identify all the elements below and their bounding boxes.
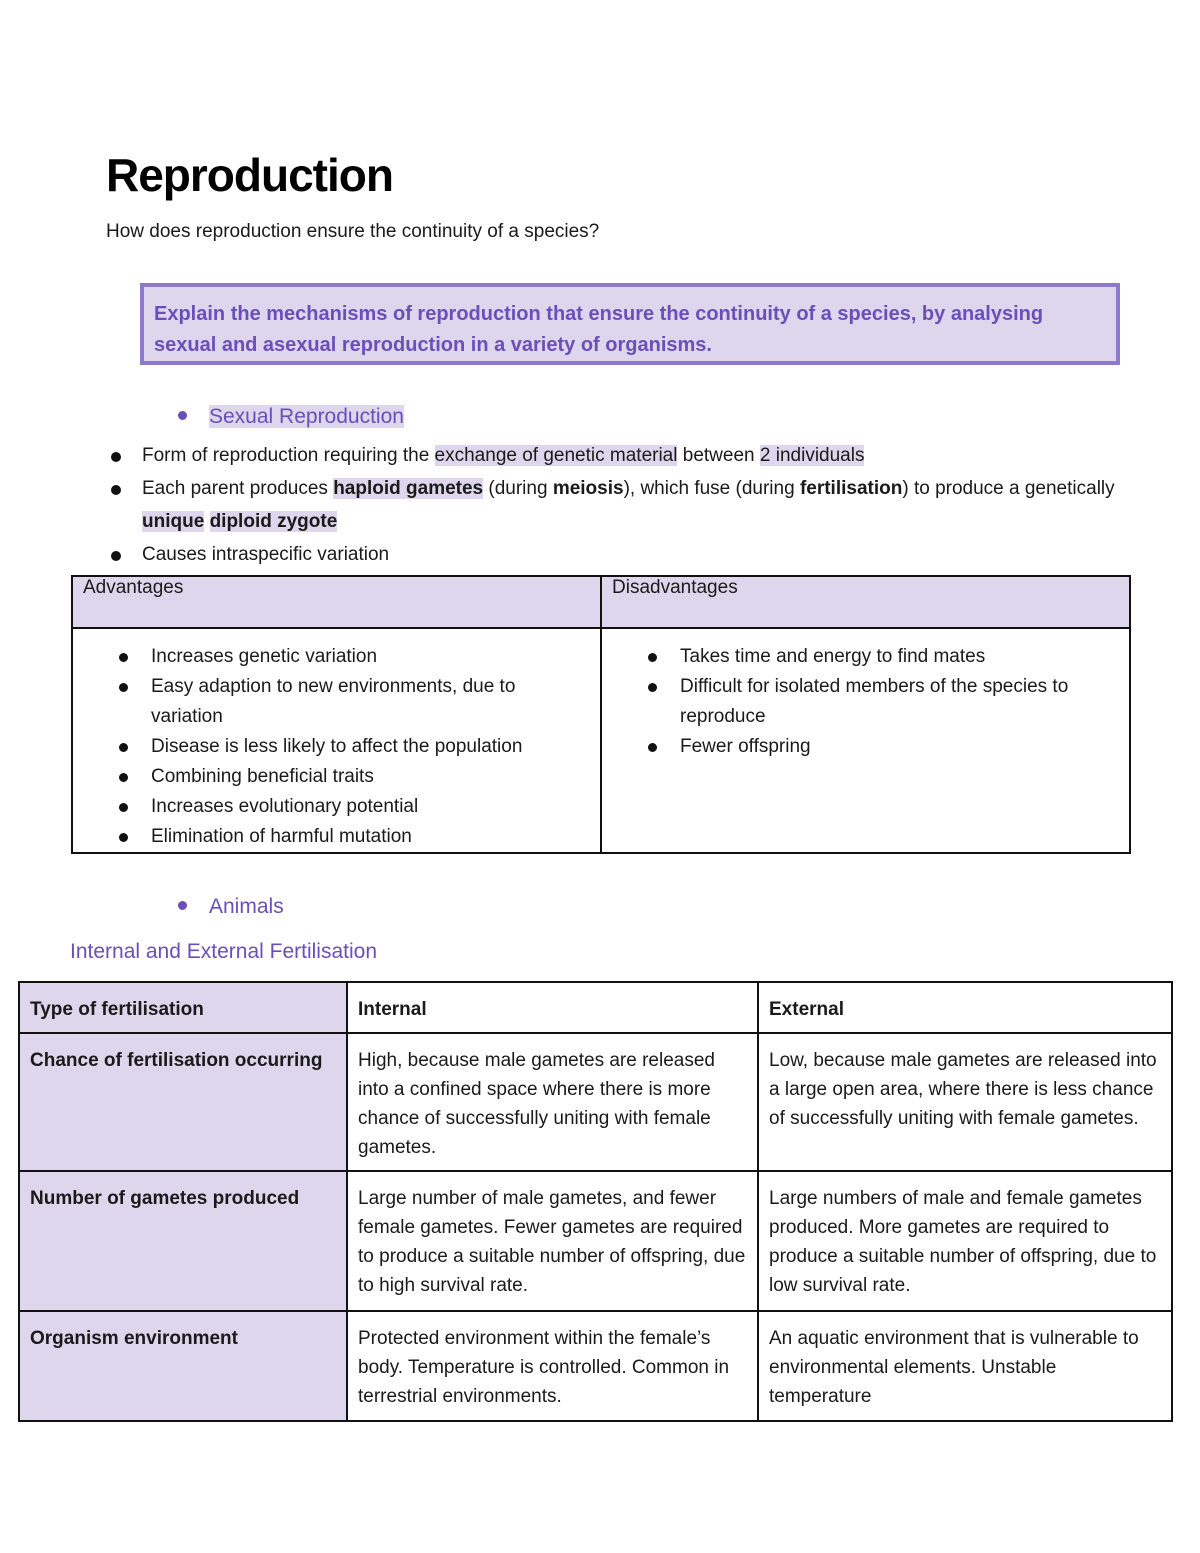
advantage-item: Combining beneficial traits — [113, 762, 590, 792]
page-title: Reproduction — [106, 149, 393, 201]
bullet-icon — [178, 411, 187, 420]
advantage-item: Easy adaption to new environments, due to variation — [113, 672, 590, 732]
column-header: Internal — [347, 982, 758, 1033]
advantages-cell — [72, 628, 601, 853]
advantage-item: Increases evolutionary potential — [113, 792, 590, 822]
column-header: Type of fertilisation — [19, 982, 347, 1033]
advantages-table — [71, 575, 1131, 854]
animals-heading — [178, 895, 284, 919]
sexual-reproduction-list — [106, 439, 1116, 571]
external-cell: Large numbers of male and female gametes produced. More gametes are required to produce a suitable number of offspring, due to low survival rate. — [758, 1171, 1172, 1311]
table-row — [19, 1171, 1172, 1311]
disadvantage-item: Fewer offspring — [642, 732, 1119, 762]
advantage-item: Increases genetic variation — [113, 642, 590, 672]
external-cell: An aquatic environment that is vulnerable to environmental elements. Unstable temperature — [758, 1311, 1172, 1421]
disadvantage-item: Difficult for isolated members of the species to reproduce — [642, 672, 1119, 732]
table-row — [19, 1033, 1172, 1171]
row-label: Organism environment — [19, 1311, 347, 1421]
objective-box: Explain the mechanisms of reproduction that ensure the continuity of a species, by analysing sexual and asexual reproduction in a variety of organisms. — [140, 283, 1120, 365]
heading-text: Animals — [209, 895, 284, 918]
internal-cell: Protected environment within the female’s body. Temperature is controlled. Common in terrestrial environments. — [347, 1311, 758, 1421]
list-item: Form of reproduction requiring the exchange of genetic material between 2 individuals — [106, 439, 1116, 472]
advantages-header: Advantages — [72, 576, 601, 628]
table-row — [19, 1311, 1172, 1421]
disadvantages-header: Disadvantages — [601, 576, 1130, 628]
advantage-item: Disease is less likely to affect the population — [113, 732, 590, 762]
sexual-reproduction-heading — [178, 405, 404, 429]
guiding-question: How does reproduction ensure the continuity of a species? — [106, 221, 600, 242]
disadvantages-cell — [601, 628, 1130, 853]
advantage-item: Elimination of harmful mutation — [113, 822, 590, 852]
list-item: Causes intraspecific variation — [106, 538, 1116, 571]
row-label: Number of gametes produced — [19, 1171, 347, 1311]
row-label: Chance of fertilisation occurring — [19, 1033, 347, 1171]
internal-cell: Large number of male gametes, and fewer female gametes. Fewer gametes are required to produce a suitable number of offspring, due to high survival rate. — [347, 1171, 758, 1311]
list-item: Each parent produces haploid gametes (during meiosis), which fuse (during fertilisation) to produce a genetically unique diploid zygote — [106, 472, 1116, 538]
bullet-icon — [178, 901, 187, 910]
fertilisation-subheading: Internal and External Fertilisation — [70, 940, 377, 963]
internal-cell: High, because male gametes are released into a confined space where there is more chance of successfully uniting with female gametes. — [347, 1033, 758, 1171]
external-cell: Low, because male gametes are released into a large open area, where there is less chance of successfully uniting with female gametes. — [758, 1033, 1172, 1171]
column-header: External — [758, 982, 1172, 1033]
fertilisation-table — [18, 981, 1173, 1422]
heading-text: Sexual Reproduction — [209, 405, 404, 428]
disadvantage-item: Takes time and energy to find mates — [642, 642, 1119, 672]
